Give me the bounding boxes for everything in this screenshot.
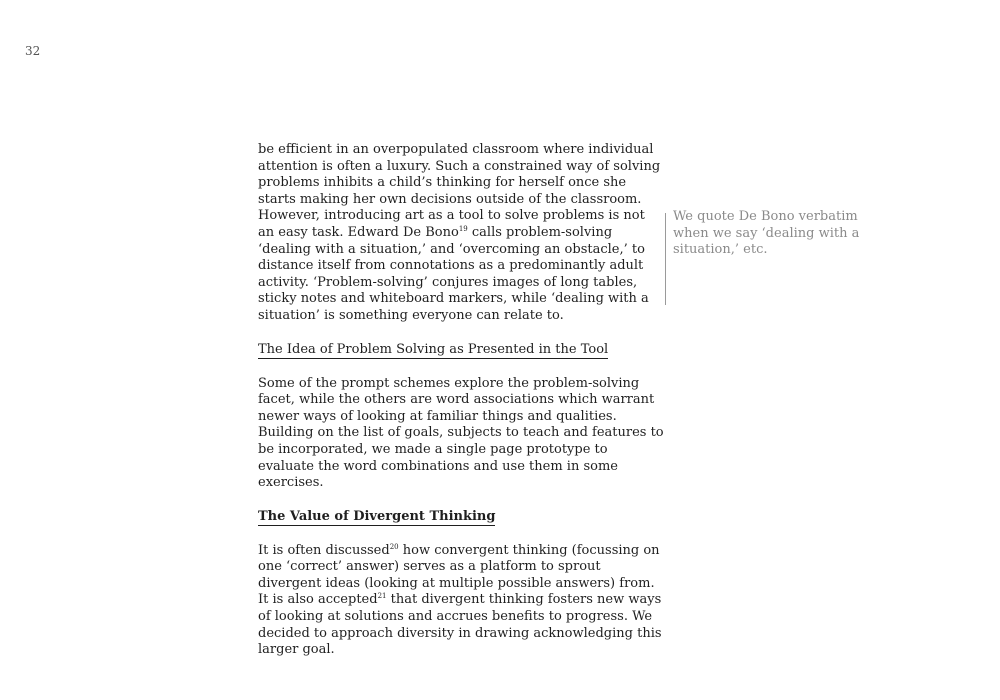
- page-number: 32: [25, 44, 41, 58]
- section-heading-wrapper: [258, 492, 664, 543]
- main-text-column: [258, 142, 664, 659]
- divergent-thinking-paragraph: [258, 543, 664, 659]
- section-heading-problem-solving: The Idea of Problem Solving as Presented in the Tool: [258, 341, 609, 357]
- divergent-text-part2: how convergent thinking (focussing on one ‘correct’ answer) serves as a platform to sprout divergent ideas (looking at multiple possible answers) from. It is also accepted: [258, 542, 660, 608]
- problem-solving-paragraph: Some of the prompt schemes explore the problem-solving facet, while the others are word associations which warrant newer ways of looking at familiar things and qualities. Building on the list of goals, subjects to teach and features to be incorporated, we made a single page prototype to evaluate the word combinations and use them in some exercises.: [258, 375, 664, 491]
- divergent-text-part1: It is often discussed: [258, 542, 390, 558]
- section-heading-wrapper: [258, 325, 664, 376]
- divergent-text-part3: that divergent thinking fosters new ways of looking at solutions and accrues benefits to progress. We decided to approach diversity in drawing acknowledging this larger goal.: [258, 592, 662, 658]
- footnote-marker: 19: [458, 224, 468, 233]
- footnote-marker: 21: [377, 592, 387, 601]
- footnote-marker: 20: [389, 542, 399, 551]
- intro-paragraph: [258, 142, 664, 325]
- section-heading-divergent-thinking: The Value of Divergent Thinking: [258, 508, 496, 524]
- intro-text-part1: be efficient in an overpopulated classroom where individual attention is often a luxury. Such a constrained way of solving problems inhibits a child’s thinking for herself once she starts making her own decisions outside of the classroom. However, introducing art as a tool to solve problems is not an easy task. Edward De Bono: [258, 142, 661, 240]
- margin-note: We quote De Bono verbatim when we say ‘dealing with a situation,’ etc.: [673, 209, 860, 258]
- margin-note-rule: [665, 213, 666, 305]
- intro-text-part2: calls problem-solving ‘dealing with a situation,’ and ‘overcoming an obstacle,’ to distance itself from connotations as a predominantly adult activity. ‘Problem-solving’ conjures images of long tables, sticky notes and whiteboard markers, while ‘dealing with a situation’ is something everyone can relate to.: [258, 224, 649, 323]
